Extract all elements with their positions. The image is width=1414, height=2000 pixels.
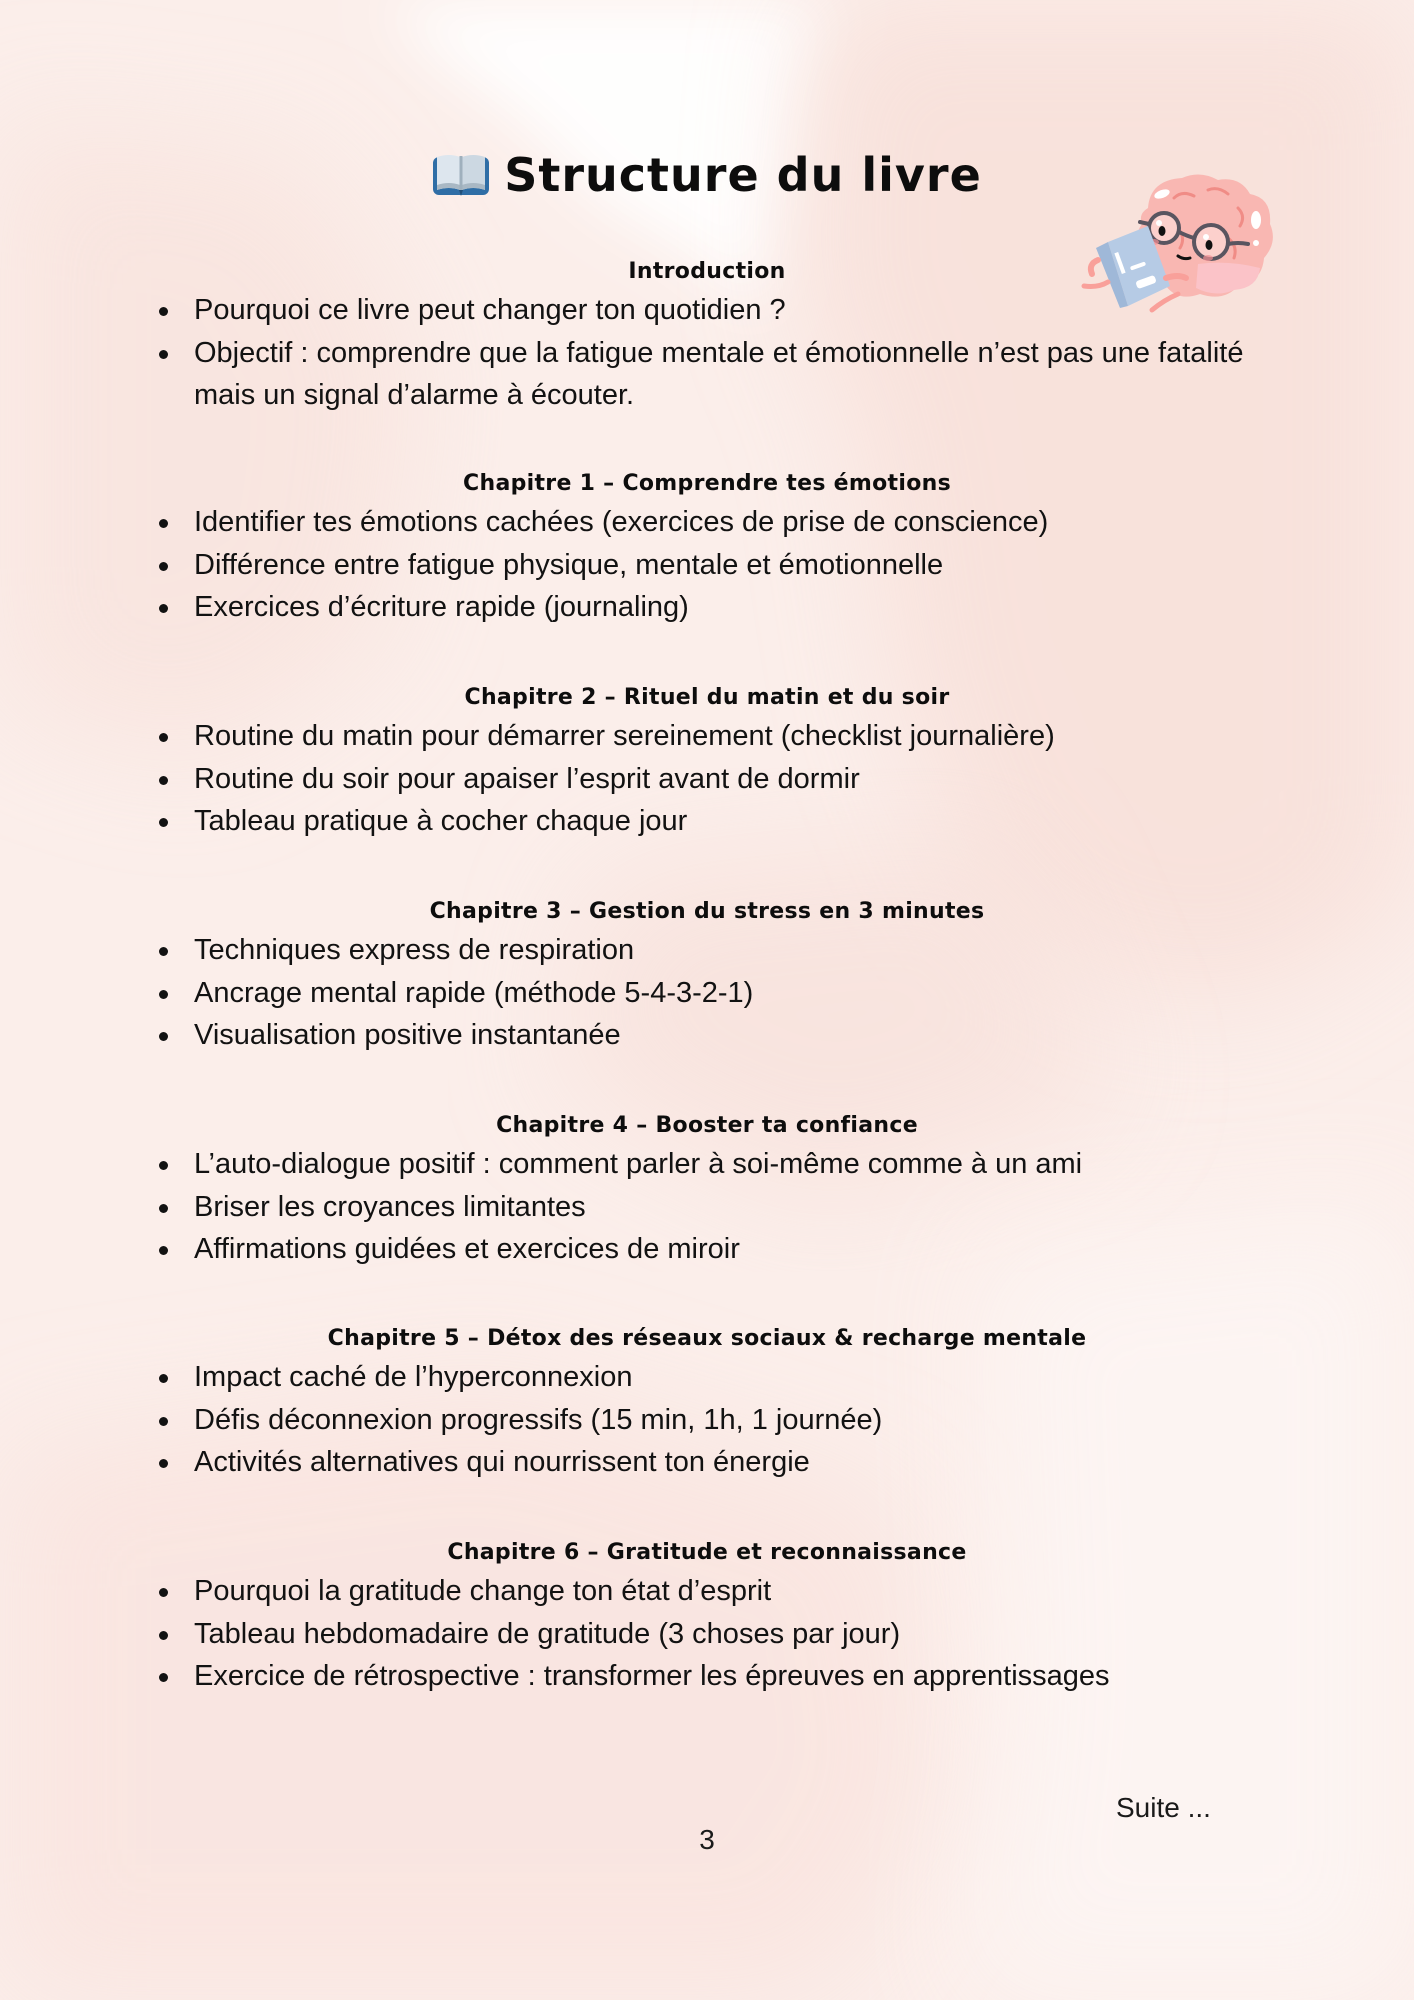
list-item: Techniques express de respiration (155, 929, 1285, 972)
list-item: Briser les croyances limitantes (155, 1186, 1285, 1229)
bullet-list (155, 1356, 1285, 1484)
page-title: Structure du livre (504, 148, 982, 202)
bullet-list (155, 1143, 1285, 1271)
section-chapitre-1 (0, 467, 1414, 629)
continuation-note: Suite ... (1116, 1792, 1211, 1823)
list-item: Exercices d’écriture rapide (journaling) (155, 586, 1285, 629)
list-item: Routine du matin pour démarrer sereinement (checklist journalière) (155, 715, 1285, 758)
list-item: Objectif : comprendre que la fatigue mentale et émotionnelle n’est pas une fatalité mais un signal d’alarme à écouter. (155, 332, 1285, 417)
list-item: Identifier tes émotions cachées (exercices de prise de conscience) (155, 501, 1285, 544)
section-heading: Chapitre 5 – Détox des réseaux sociaux & recharge mentale (327, 1326, 1087, 1351)
section-chapitre-6 (0, 1536, 1414, 1698)
list-item: Visualisation positive instantanée (155, 1014, 1285, 1057)
list-item: Affirmations guidées et exercices de miroir (155, 1228, 1285, 1271)
list-item: Pourquoi la gratitude change ton état d’esprit (155, 1570, 1285, 1613)
section-chapitre-3 (0, 895, 1414, 1057)
section-heading: Chapitre 2 – Rituel du matin et du soir (464, 685, 950, 710)
section-heading: Chapitre 6 – Gratitude et reconnaissance (447, 1540, 967, 1565)
list-item: Tableau pratique à cocher chaque jour (155, 800, 1285, 843)
section-heading: Chapitre 4 – Booster ta confiance (496, 1113, 918, 1138)
open-book-icon (432, 152, 490, 198)
list-item: Ancrage mental rapide (méthode 5-4-3-2-1) (155, 972, 1285, 1015)
list-item: Exercice de rétrospective : transformer les épreuves en apprentissages (155, 1655, 1285, 1698)
section-heading: Chapitre 1 – Comprendre tes émotions (463, 471, 951, 496)
section-chapitre-2 (0, 681, 1414, 843)
list-item: Activités alternatives qui nourrissent ton énergie (155, 1441, 1285, 1484)
section-heading: Introduction (628, 259, 786, 284)
bullet-list (155, 1570, 1285, 1698)
list-item: Tableau hebdomadaire de gratitude (3 choses par jour) (155, 1613, 1285, 1656)
list-item: Routine du soir pour apaiser l’esprit avant de dormir (155, 758, 1285, 801)
section-chapitre-4 (0, 1109, 1414, 1271)
list-item: L’auto-dialogue positif : comment parler à soi-même comme à un ami (155, 1143, 1285, 1186)
bullet-list (155, 501, 1285, 629)
section-chapitre-5 (0, 1322, 1414, 1484)
section-heading: Chapitre 3 – Gestion du stress en 3 minutes (429, 899, 985, 924)
section-introduction (0, 255, 1414, 417)
bullet-list (155, 715, 1285, 843)
bullet-list (155, 289, 1285, 417)
list-item: Différence entre fatigue physique, mentale et émotionnelle (155, 544, 1285, 587)
page-number: 3 (699, 1824, 715, 1855)
list-item: Impact caché de l’hyperconnexion (155, 1356, 1285, 1399)
list-item: Défis déconnexion progressifs (15 min, 1h, 1 journée) (155, 1399, 1285, 1442)
list-item: Pourquoi ce livre peut changer ton quotidien ? (155, 289, 1285, 332)
bullet-list (155, 929, 1285, 1057)
